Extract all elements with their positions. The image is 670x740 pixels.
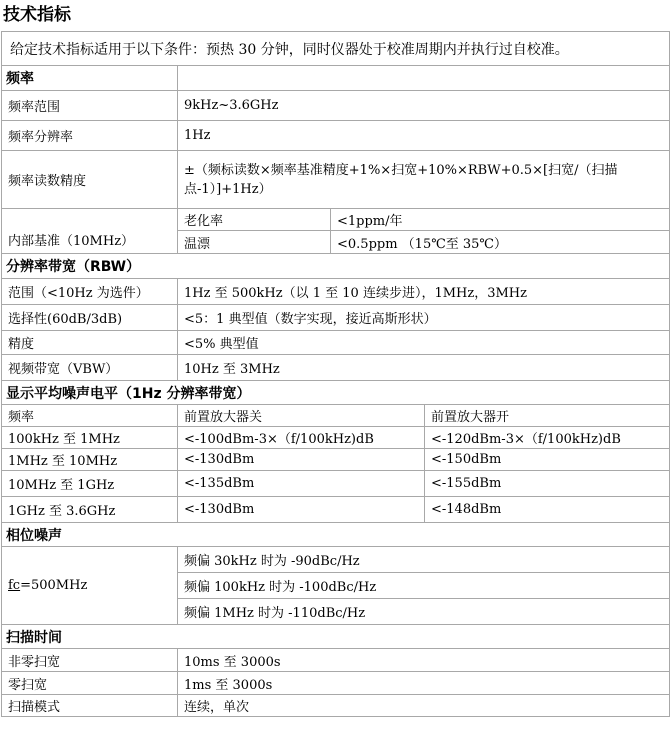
danl-freq: 100kHz 至 1MHz	[2, 427, 178, 449]
danl-preamp-off: <-130dBm	[178, 497, 425, 523]
spec-sublabel: 温漂	[178, 231, 331, 254]
spec-row	[2, 672, 670, 695]
spec-value: 频偏 100kHz 时为 -100dBc/Hz	[178, 573, 670, 599]
spec-label: 非零扫宽	[2, 649, 178, 672]
spec-label: 选择性(60dB/3dB)	[2, 305, 178, 331]
spec-value: <1ppm/年	[331, 209, 670, 231]
table-row	[2, 427, 670, 449]
spec-value: <0.5ppm （15℃至 35℃）	[331, 231, 670, 254]
section-row	[2, 254, 670, 279]
table-row	[2, 471, 670, 497]
spec-row	[2, 279, 670, 305]
section-phase-noise: 相位噪声	[2, 523, 670, 547]
danl-preamp-on: <-148dBm	[425, 497, 670, 523]
spec-row	[2, 695, 670, 717]
spec-value: 9kHz~3.6GHz	[178, 91, 670, 121]
danl-preamp-off: <-135dBm	[178, 471, 425, 497]
danl-freq: 1GHz 至 3.6GHz	[2, 497, 178, 523]
column-header: 前置放大器关	[178, 405, 425, 427]
spec-row	[2, 305, 670, 331]
column-header: 前置放大器开	[425, 405, 670, 427]
column-header: 频率	[2, 405, 178, 427]
section-row	[2, 66, 670, 91]
spec-row	[2, 649, 670, 672]
spec-label: 频率读数精度	[2, 151, 178, 209]
danl-preamp-off: <-100dBm-3×（f/100kHz)dB	[178, 427, 425, 449]
section-row	[2, 625, 670, 649]
spec-row	[2, 91, 670, 121]
spec-label: 内部基准（10MHz）	[2, 209, 178, 254]
section-row	[2, 523, 670, 547]
section-row	[2, 381, 670, 405]
spec-label: 视频带宽（VBW）	[2, 355, 178, 381]
section-frequency: 频率	[2, 66, 178, 91]
section-danl: 显示平均噪声电平（1Hz 分辨率带宽）	[2, 381, 670, 405]
spec-table	[1, 31, 670, 717]
spec-label: 频率范围	[2, 91, 178, 121]
spec-value: 1ms 至 3000s	[178, 672, 670, 695]
spec-value: 10Hz 至 3MHz	[178, 355, 670, 381]
fc-value: =500MHz	[20, 578, 88, 593]
spec-value: 1Hz 至 500kHz（以 1 至 10 连续步进），1MHz，3MHz	[178, 279, 670, 305]
danl-freq: 10MHz 至 1GHz	[2, 471, 178, 497]
document-title: 技术指标	[3, 5, 71, 25]
section-sweep-time: 扫描时间	[2, 625, 670, 649]
fc-symbol: fc	[8, 578, 21, 593]
spec-row	[2, 547, 670, 573]
spec-row	[2, 331, 670, 355]
spec-sublabel: 老化率	[178, 209, 331, 231]
spec-row	[2, 209, 670, 231]
spec-row	[2, 151, 670, 209]
conditions-text: 给定技术指标适用于以下条件：预热 30 分钟，同时仪器处于校准周期内并执行过自校准。	[2, 32, 670, 66]
spec-value: 频偏 1MHz 时为 -110dBc/Hz	[178, 599, 670, 625]
spec-label	[2, 547, 178, 625]
danl-freq: 1MHz 至 10MHz	[2, 449, 178, 471]
danl-header-row	[2, 405, 670, 427]
spec-label: 精度	[2, 331, 178, 355]
spec-row	[2, 121, 670, 151]
spec-row	[2, 355, 670, 381]
spec-value: ±（频标读数×频率基准精度+1%×扫宽+10%×RBW+0.5×[扫宽/（扫描点-1）]+1Hz）	[178, 151, 670, 209]
spec-value: <5% 典型值	[178, 331, 670, 355]
danl-preamp-on: <-155dBm	[425, 471, 670, 497]
table-row	[2, 497, 670, 523]
spec-value: 1Hz	[178, 121, 670, 151]
spec-label: 零扫宽	[2, 672, 178, 695]
spec-label: 范围（<10Hz 为选件）	[2, 279, 178, 305]
spec-value: 频偏 30kHz 时为 -90dBc/Hz	[178, 547, 670, 573]
spec-document	[1, 1, 669, 738]
section-rbw: 分辨率带宽（RBW）	[2, 254, 670, 279]
danl-preamp-off: <-130dBm	[178, 449, 425, 471]
spec-label: 扫描模式	[2, 695, 178, 717]
spec-label: 频率分辨率	[2, 121, 178, 151]
spec-value: 连续，单次	[178, 695, 670, 717]
spec-value: 10ms 至 3000s	[178, 649, 670, 672]
table-row	[2, 449, 670, 471]
conditions-row	[2, 32, 670, 66]
danl-preamp-on: <-150dBm	[425, 449, 670, 471]
danl-preamp-on: <-120dBm-3×（f/100kHz)dB	[425, 427, 670, 449]
spec-value: <5：1 典型值（数字实现，接近高斯形状）	[178, 305, 670, 331]
